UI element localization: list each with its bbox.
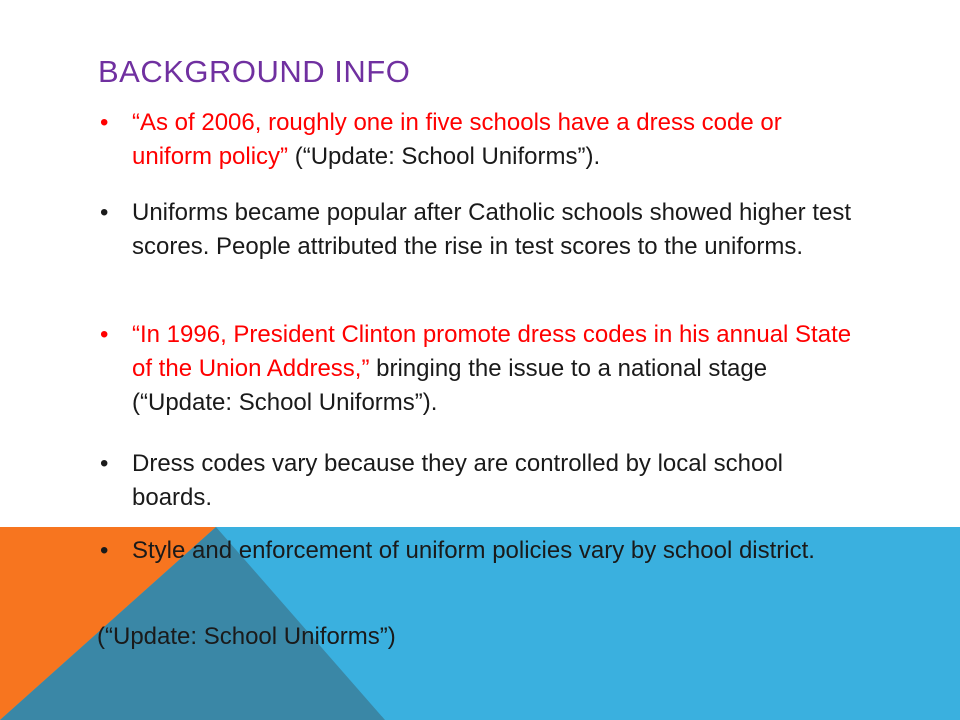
- quote-text: “As of 2006, roughly one in five schools have a dress code or uniform policy”: [132, 109, 782, 170]
- quote-text: “In 1996, President Clinton promote dress codes in his annual State of the Union Address,”: [132, 321, 852, 382]
- bullet-item: [100, 534, 860, 568]
- bullet-text: [132, 106, 860, 174]
- bullet-marker: •: [100, 537, 109, 564]
- bullet-body-text: (“Update: School Uniforms”).: [288, 143, 601, 170]
- bullet-body-text: Style and enforcement of uniform policies vary by school district.: [132, 537, 815, 564]
- bullet-item: [100, 447, 860, 515]
- bullet-body-text: bringing the issue to a national stage (“Update: School Uniforms”).: [132, 355, 768, 416]
- bullet-marker: •: [100, 321, 109, 348]
- bullet-marker: •: [100, 450, 109, 477]
- bullet-text: [132, 534, 860, 568]
- bullet-text: [132, 447, 860, 515]
- bullet-item: [100, 196, 860, 264]
- bullet-body-text: Uniforms became popular after Catholic schools showed higher test scores. People attributed the rise in test scores to the uniforms.: [132, 199, 852, 260]
- bullet-item: [100, 318, 860, 420]
- bullet-text: [132, 318, 860, 420]
- bullet-body-text: Dress codes vary because they are controlled by local school boards.: [132, 450, 783, 511]
- bullet-marker: •: [100, 109, 109, 136]
- bullet-marker: •: [100, 199, 109, 226]
- citation-text: (“Update: School Uniforms”): [97, 623, 396, 650]
- bullet-item: [100, 106, 860, 174]
- bullet-text: [132, 196, 860, 264]
- slide-title: BACKGROUND INFO: [98, 54, 411, 89]
